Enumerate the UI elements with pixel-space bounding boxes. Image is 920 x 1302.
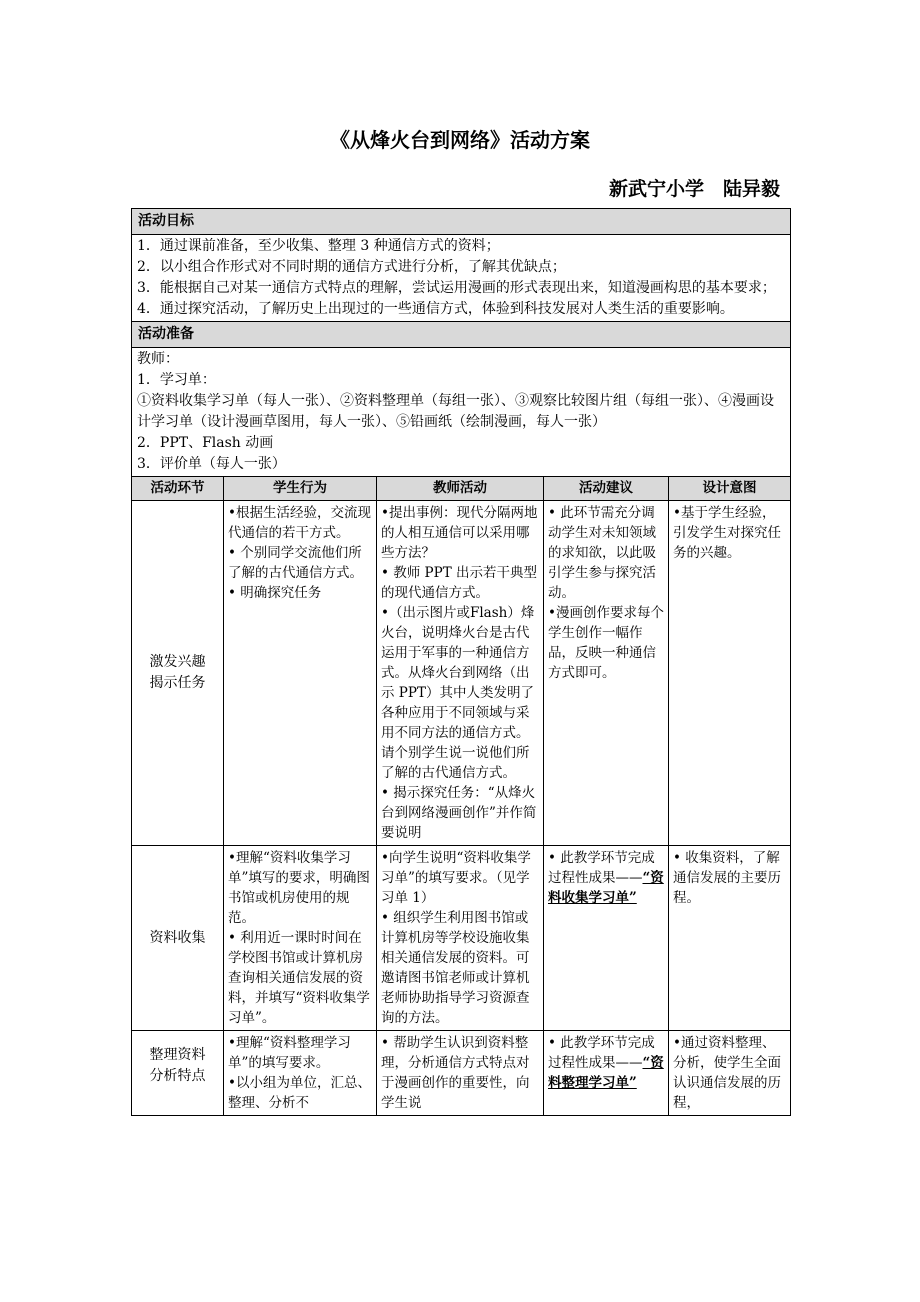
suggest-cell [544,501,669,846]
col-header-stage: 活动环节 [132,477,224,501]
col-header-student: 学生行为 [224,477,377,501]
suggest-item: • 此环节需充分调动学生对未知领域的求知欲，以此吸引学生参与探究活动。 [548,505,656,601]
stage-label: 揭示任务 [149,675,206,691]
teacher-item: •提出事例：现代分隔两地的人相互通信可以采用哪些方法？ [381,505,538,561]
prep-line: 2．PPT、Flash 动画 [137,435,274,451]
student-cell [224,501,377,846]
student-cell [224,846,377,1031]
goals-heading: 活动目标 [132,209,791,235]
intent-item: •通过资料整理、分析，使学生全面认识通信发展的历程， [673,1035,781,1111]
prep-line: ①资料收集学习单（每人一张）、②资料整理单（每组一张）、③观察比较图片组（每组一张）、④漫画设计学习单（设计漫画草图用，每人一张）、⑤铅画纸（绘制漫画，每人一张） [137,393,774,430]
stage-cell [132,1031,224,1116]
teacher-item: •向学生说明“资料收集学习单”的填写要求。（见学习单 1） [381,850,531,906]
intent-cell [669,501,791,846]
student-item: •理解“资料整理学习单”的填写要求。 [228,1035,351,1071]
table-row [132,501,791,846]
suggest-cell [544,1031,669,1116]
col-header-intent: 设计意图 [669,477,791,501]
prep-line: 3．评价单（每人一张） [137,456,286,472]
student-item: • 明确探究任务 [228,585,322,601]
teacher-cell [377,846,544,1031]
stage-label: 激发兴趣 [149,654,206,670]
suggest-item [548,1033,664,1093]
author-line: 新武宁小学 陆异毅 [608,178,780,200]
student-item: •理解“资料收集学习单”填写的要求，明确图书馆或机房使用的规范。 [228,850,370,926]
intent-cell [669,846,791,1031]
suggest-prefix: • 此教学环节完成过程性成果—— [548,1035,655,1071]
student-item: •以小组为单位，汇总、整理、分析不 [228,1075,371,1111]
stage-cell [132,846,224,1031]
suggest-prefix: • 此教学环节完成过程性成果—— [548,850,655,886]
stage-label: 分析特点 [149,1068,206,1084]
goal-item: 2．以小组合作形式对不同时期的通信方式进行分析，了解其优缺点； [137,259,566,275]
suggest-emphasis: “资料整理学习单” [548,1055,664,1091]
goal-item: 3．能根据自己对某一通信方式特点的理解，尝试运用漫画的形式表现出来，知道漫画构思的基本要求； [137,280,776,296]
suggest-cell [544,846,669,1031]
goal-item: 4．通过探究活动，了解历史上出现过的一些通信方式，体验到科技发展对人类生活的重要影响。 [137,301,734,317]
teacher-item: • 帮助学生认识到资料整理，分析通信方式特点对于漫画创作的重要性，向学生说 [381,1035,530,1111]
plan-table [131,208,791,1116]
teacher-item: • 组织学生利用图书馆或计算机房等学校设施收集相关通信发展的资料。可邀请图书馆老师或计算机老师协助指导学习资源查询的方法。 [381,910,530,1026]
intent-item: •基于学生经验，引发学生对探究任务的兴趣。 [673,505,781,561]
column-header-row [132,477,791,501]
goals-body [132,235,791,322]
stage-label: 整理资料 [149,1047,206,1063]
stage-label: 资料收集 [149,929,206,946]
suggest-item [548,848,664,908]
intent-cell [669,1031,791,1116]
stage-cell [132,501,224,846]
prep-line: 1．学习单： [137,372,216,388]
student-cell [224,1031,377,1116]
student-item: • 利用近一课时时间在学校图书馆或计算机房查询相关通信发展的资料，并填写“资料收集学习单”。 [228,930,370,1026]
table-row [132,846,791,1031]
document-title: 《从烽火台到网络》活动方案 [330,128,590,152]
prep-body [132,348,791,477]
col-header-teacher: 教师活动 [377,477,544,501]
table-row [132,1031,791,1116]
suggest-emphasis: “资料收集学习单” [548,870,664,906]
teacher-item: •（出示图片或Flash）烽火台，说明烽火台是古代运用于军事的一种通信方式。从烽火台到网络（出示 PPT）其中人类发明了各种应用于不同领域与采用不同方法的通信方式。请个别学生说一说他们所了解的古代通信方式。 [381,605,535,781]
teacher-cell [377,501,544,846]
intent-item: • 收集资料，了解通信发展的主要历程。 [673,850,781,906]
goal-item: 1．通过课前准备，至少收集、整理 3 种通信方式的资料； [137,238,500,254]
teacher-item: • 教师 PPT 出示若干典型的现代通信方式。 [381,565,538,601]
student-item: • 个别同学交流他们所了解的古代通信方式。 [228,545,363,581]
student-item: •根据生活经验，交流现代通信的若干方式。 [228,505,371,541]
prep-line: 教师： [137,351,179,367]
col-header-suggest: 活动建议 [544,477,669,501]
prep-heading: 活动准备 [132,322,791,348]
teacher-cell [377,1031,544,1116]
suggest-item: •漫画创作要求每个学生创作一幅作品，反映一种通信方式即可。 [548,605,664,681]
teacher-item: • 揭示探究任务：“从烽火台到网络漫画创作”并作简要说明 [381,785,537,841]
